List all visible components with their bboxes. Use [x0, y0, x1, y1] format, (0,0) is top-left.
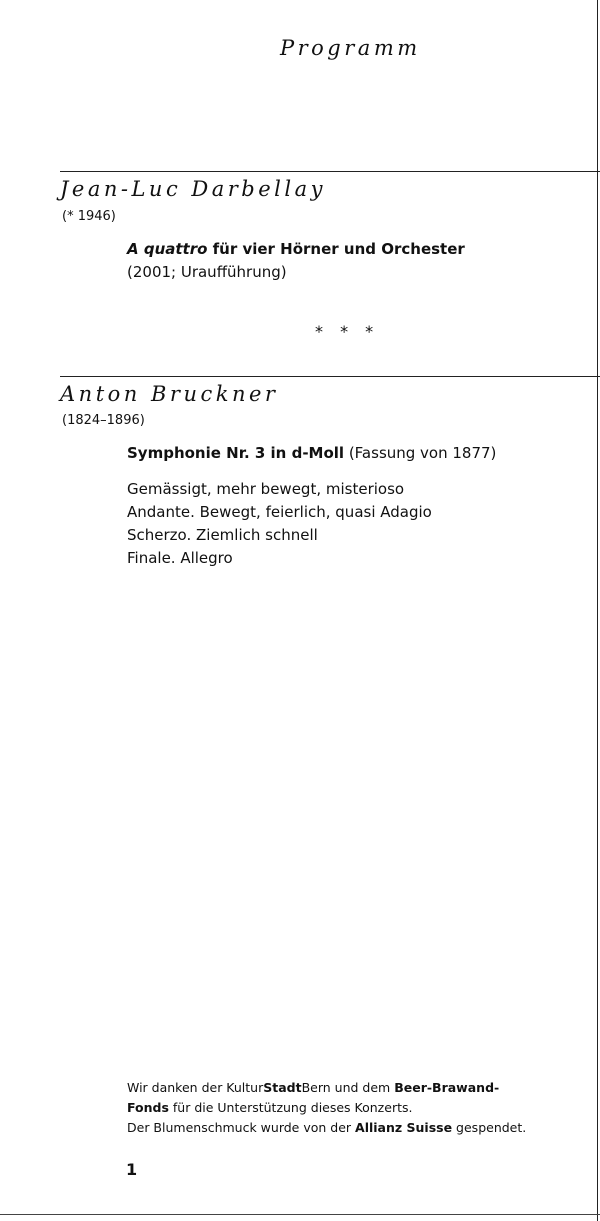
acknowledgements [127, 1078, 557, 1138]
movement-item: Andante. Bewegt, feierlich, quasi Adagio [127, 503, 432, 521]
acknowledgement-line [127, 1098, 557, 1118]
composer-name: Anton Bruckner [60, 382, 279, 406]
movement-item: Gemässigt, mehr bewegt, misterioso [127, 480, 405, 498]
flowers-text: gespendet. [452, 1120, 527, 1135]
work-title-bold: Symphonie Nr. 3 in d-Moll [127, 444, 345, 462]
movement-item: Scherzo. Ziemlich schnell [127, 526, 318, 544]
composer-dates: (1824–1896) [62, 413, 145, 428]
brand-end: Bern [301, 1080, 331, 1095]
fund-name: Fonds [127, 1100, 169, 1115]
work-title [127, 240, 465, 258]
section-divider [60, 171, 600, 172]
composer-dates: (* 1946) [62, 209, 116, 224]
composer-name: Jean-Luc Darbellay [60, 177, 326, 201]
section-divider [60, 376, 600, 377]
brand-bold: Stadt [263, 1080, 302, 1095]
thanks-text: für die Unterstützung dieses Konzerts. [168, 1100, 413, 1115]
work-title-italic: A quattro [127, 240, 208, 258]
work-title [127, 444, 496, 462]
sponsor-name: Allianz Suisse [355, 1120, 453, 1135]
fund-name: Beer-Brawand- [394, 1080, 500, 1095]
flowers-text: Der Blumenschmuck wurde von der [127, 1120, 356, 1135]
page-number: 1 [126, 1160, 138, 1179]
movement-item: Finale. Allegro [127, 549, 233, 567]
page-edge-right [597, 0, 598, 1221]
work-title-rest: für vier Hörner und Orchester [207, 240, 465, 258]
thanks-text: Wir danken der Kultur [127, 1080, 264, 1095]
page-title: Programm [280, 36, 421, 60]
thanks-text: und dem [330, 1080, 395, 1095]
work-subtitle: (2001; Uraufführung) [127, 263, 287, 281]
movement-list [127, 478, 432, 570]
acknowledgement-line [127, 1118, 557, 1138]
page-edge-bottom [0, 1214, 600, 1215]
work-title-rest: (Fassung von 1877) [344, 444, 497, 462]
separator-stars: * * * [315, 322, 380, 341]
acknowledgement-line [127, 1078, 557, 1098]
